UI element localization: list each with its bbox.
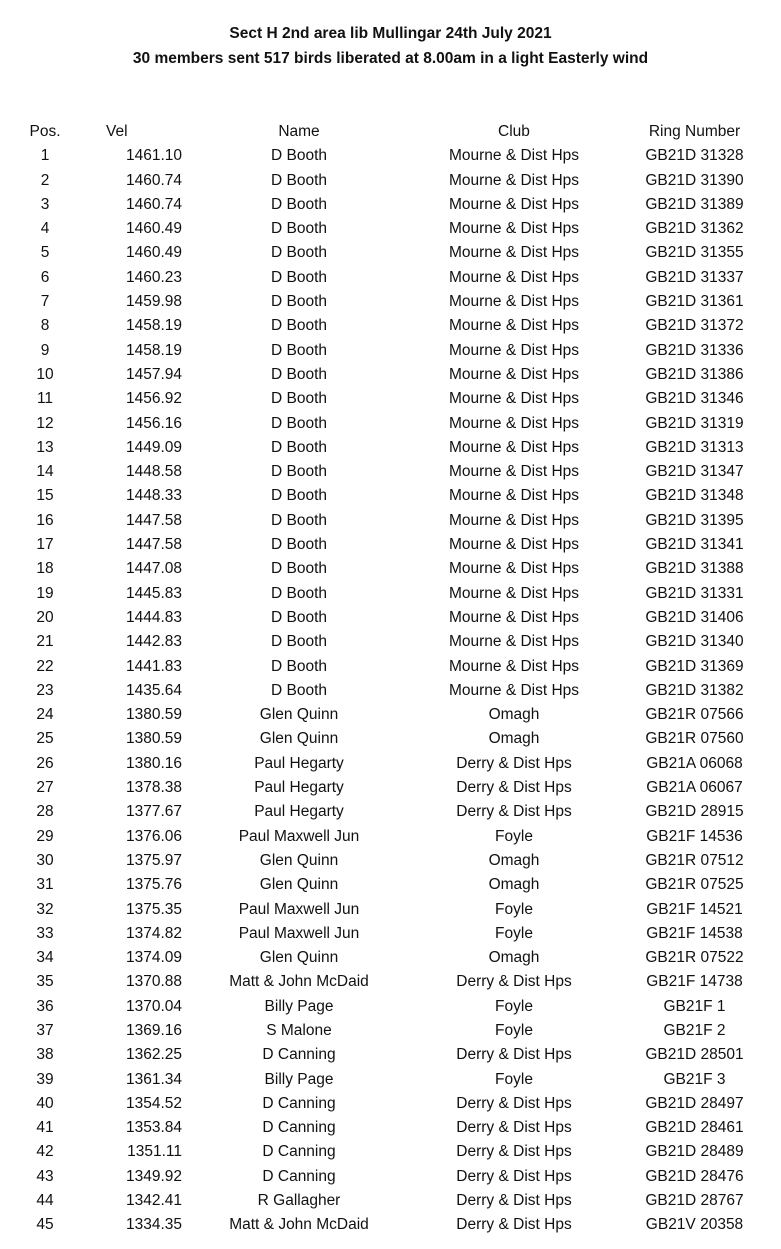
cell-name: Billy Page xyxy=(264,1070,334,1088)
cell-club: Foyle xyxy=(495,1021,533,1039)
cell-club: Mourne & Dist Hps xyxy=(448,633,580,651)
table-row xyxy=(0,241,781,265)
cell-club: Derry & Dist Hps xyxy=(456,754,572,772)
cell-vel: 1460.23 xyxy=(125,268,182,286)
cell-vel: 1458.19 xyxy=(125,341,182,359)
table-row xyxy=(0,849,781,873)
results-table xyxy=(0,120,781,1238)
cell-ring-number: GB21D 31340 xyxy=(645,633,744,651)
cell-club: Derry & Dist Hps xyxy=(456,1119,572,1137)
cell-name: D Booth xyxy=(270,293,327,311)
cell-club: Mourne & Dist Hps xyxy=(448,560,580,578)
table-row xyxy=(0,1189,781,1213)
cell-pos: 38 xyxy=(36,1046,54,1064)
table-row xyxy=(0,1092,781,1116)
cell-vel: 1448.58 xyxy=(125,463,182,481)
cell-name: Paul Maxwell Jun xyxy=(238,924,360,942)
cell-club: Mourne & Dist Hps xyxy=(448,268,580,286)
cell-pos: 4 xyxy=(40,220,50,238)
cell-pos: 45 xyxy=(36,1216,54,1234)
cell-vel: 1370.88 xyxy=(125,973,182,991)
cell-name: Glen Quinn xyxy=(259,706,339,724)
cell-pos: 36 xyxy=(36,997,54,1015)
column-header-pos: Pos. xyxy=(29,123,61,140)
cell-club: Mourne & Dist Hps xyxy=(448,171,580,189)
cell-vel: 1376.06 xyxy=(125,827,182,845)
cell-club: Derry & Dist Hps xyxy=(456,1046,572,1064)
cell-ring-number: GB21F 3 xyxy=(663,1070,726,1088)
cell-pos: 5 xyxy=(40,244,50,262)
cell-pos: 18 xyxy=(36,560,54,578)
cell-pos: 33 xyxy=(36,924,54,942)
cell-ring-number: GB21D 31361 xyxy=(645,293,744,311)
cell-pos: 2 xyxy=(40,171,50,189)
cell-ring-number: GB21D 31406 xyxy=(645,608,744,626)
cell-vel: 1459.98 xyxy=(125,293,182,311)
cell-pos: 11 xyxy=(36,390,54,408)
cell-club: Omagh xyxy=(488,730,540,748)
cell-pos: 19 xyxy=(36,584,54,602)
cell-pos: 1 xyxy=(40,147,50,165)
cell-pos: 16 xyxy=(36,511,54,529)
table-row xyxy=(0,533,781,557)
cell-club: Mourne & Dist Hps xyxy=(448,536,580,554)
cell-pos: 21 xyxy=(36,633,54,651)
cell-ring-number: GB21D 28497 xyxy=(645,1094,744,1112)
cell-pos: 3 xyxy=(40,195,50,213)
cell-ring-number: GB21F 14538 xyxy=(646,924,743,942)
cell-vel: 1448.33 xyxy=(125,487,182,505)
cell-pos: 42 xyxy=(36,1143,54,1161)
table-row xyxy=(0,484,781,508)
cell-club: Omagh xyxy=(488,706,540,724)
cell-club: Mourne & Dist Hps xyxy=(448,608,580,626)
cell-vel: 1334.35 xyxy=(125,1216,182,1234)
table-row xyxy=(0,946,781,970)
results-table-body xyxy=(0,144,781,1237)
cell-vel: 1377.67 xyxy=(125,803,182,821)
cell-ring-number: GB21R 07525 xyxy=(645,876,744,894)
cell-name: Matt & John McDaid xyxy=(229,973,369,991)
table-row xyxy=(0,314,781,338)
table-row xyxy=(0,1043,781,1067)
table-row xyxy=(0,1165,781,1189)
cell-vel: 1441.83 xyxy=(125,657,182,675)
cell-club: Omagh xyxy=(488,851,540,869)
cell-pos: 37 xyxy=(36,1021,54,1039)
cell-vel: 1375.97 xyxy=(125,851,182,869)
cell-ring-number: GB21D 31386 xyxy=(645,365,744,383)
cell-club: Mourne & Dist Hps xyxy=(448,147,580,165)
cell-vel: 1456.16 xyxy=(125,414,182,432)
cell-ring-number: GB21D 31388 xyxy=(645,560,744,578)
cell-name: D Booth xyxy=(270,244,327,262)
cell-ring-number: GB21F 14738 xyxy=(646,973,743,991)
table-row xyxy=(0,557,781,581)
table-row xyxy=(0,290,781,314)
cell-vel: 1361.34 xyxy=(125,1070,182,1088)
table-row xyxy=(0,776,781,800)
report-subtitle: 30 members sent 517 birds liberated at 8.00am in a light Easterly wind xyxy=(132,50,649,67)
cell-name: D Booth xyxy=(270,633,327,651)
table-row xyxy=(0,1140,781,1164)
table-row xyxy=(0,970,781,994)
cell-name: D Canning xyxy=(262,1167,336,1185)
cell-pos: 40 xyxy=(36,1094,54,1112)
cell-pos: 44 xyxy=(36,1192,54,1210)
table-row xyxy=(0,1068,781,1092)
table-row xyxy=(0,144,781,168)
cell-name: Paul Maxwell Jun xyxy=(238,827,360,845)
cell-ring-number: GB21D 31331 xyxy=(645,584,744,602)
cell-name: D Booth xyxy=(270,511,327,529)
cell-vel: 1375.35 xyxy=(125,900,182,918)
cell-name: Paul Hegarty xyxy=(254,803,344,821)
cell-pos: 10 xyxy=(36,365,54,383)
cell-vel: 1435.64 xyxy=(125,681,182,699)
table-row xyxy=(0,436,781,460)
column-header-club: Club xyxy=(498,123,530,140)
cell-name: D Booth xyxy=(270,657,327,675)
cell-ring-number: GB21D 31382 xyxy=(645,681,744,699)
cell-ring-number: GB21R 07512 xyxy=(645,851,744,869)
cell-club: Mourne & Dist Hps xyxy=(448,341,580,359)
cell-name: Billy Page xyxy=(264,997,334,1015)
cell-ring-number: GB21D 31319 xyxy=(645,414,744,432)
table-row xyxy=(0,1116,781,1140)
column-header-vel: Vel xyxy=(106,123,128,140)
cell-vel: 1351.11 xyxy=(127,1143,182,1161)
cell-club: Foyle xyxy=(495,827,533,845)
cell-pos: 13 xyxy=(36,438,54,456)
cell-pos: 31 xyxy=(36,876,54,894)
cell-club: Omagh xyxy=(488,876,540,894)
cell-pos: 6 xyxy=(40,268,50,286)
cell-vel: 1380.59 xyxy=(125,730,182,748)
cell-name: Glen Quinn xyxy=(259,730,339,748)
cell-pos: 22 xyxy=(36,657,54,675)
cell-name: D Booth xyxy=(270,390,327,408)
header-row xyxy=(0,120,781,144)
table-row xyxy=(0,703,781,727)
table-row xyxy=(0,339,781,363)
cell-club: Mourne & Dist Hps xyxy=(448,365,580,383)
cell-vel: 1457.94 xyxy=(125,365,182,383)
column-header-ring-number: Ring Number xyxy=(648,123,741,140)
cell-name: S Malone xyxy=(266,1021,332,1039)
cell-club: Mourne & Dist Hps xyxy=(448,244,580,262)
cell-vel: 1378.38 xyxy=(125,779,182,797)
cell-pos: 25 xyxy=(36,730,54,748)
cell-club: Mourne & Dist Hps xyxy=(448,414,580,432)
cell-club: Mourne & Dist Hps xyxy=(448,657,580,675)
table-row xyxy=(0,1213,781,1237)
cell-pos: 7 xyxy=(40,293,50,311)
cell-name: Matt & John McDaid xyxy=(229,1216,369,1234)
cell-pos: 43 xyxy=(36,1167,54,1185)
cell-club: Mourne & Dist Hps xyxy=(448,584,580,602)
cell-club: Mourne & Dist Hps xyxy=(448,511,580,529)
cell-name: Paul Hegarty xyxy=(254,779,344,797)
cell-ring-number: GB21D 31348 xyxy=(645,487,744,505)
cell-club: Derry & Dist Hps xyxy=(456,973,572,991)
cell-pos: 9 xyxy=(40,341,50,359)
cell-name: D Canning xyxy=(262,1143,336,1161)
cell-ring-number: GB21R 07522 xyxy=(645,949,744,967)
table-row xyxy=(0,752,781,776)
cell-club: Omagh xyxy=(488,949,540,967)
cell-name: Paul Maxwell Jun xyxy=(238,900,360,918)
cell-club: Derry & Dist Hps xyxy=(456,1167,572,1185)
table-row xyxy=(0,169,781,193)
cell-vel: 1460.49 xyxy=(125,244,182,262)
cell-name: D Booth xyxy=(270,463,327,481)
cell-club: Derry & Dist Hps xyxy=(456,1216,572,1234)
cell-name: D Canning xyxy=(262,1119,336,1137)
cell-name: D Booth xyxy=(270,365,327,383)
cell-pos: 32 xyxy=(36,900,54,918)
cell-club: Foyle xyxy=(495,1070,533,1088)
cell-ring-number: GB21D 31369 xyxy=(645,657,744,675)
cell-name: D Booth xyxy=(270,341,327,359)
cell-vel: 1362.25 xyxy=(125,1046,182,1064)
cell-name: D Booth xyxy=(270,317,327,335)
cell-name: Glen Quinn xyxy=(259,876,339,894)
cell-club: Foyle xyxy=(495,900,533,918)
cell-name: D Booth xyxy=(270,147,327,165)
cell-pos: 34 xyxy=(36,949,54,967)
cell-club: Mourne & Dist Hps xyxy=(448,681,580,699)
table-row xyxy=(0,460,781,484)
cell-ring-number: GB21D 31395 xyxy=(645,511,744,529)
cell-ring-number: GB21D 31355 xyxy=(645,244,744,262)
cell-name: Glen Quinn xyxy=(259,949,339,967)
cell-pos: 15 xyxy=(36,487,54,505)
table-row xyxy=(0,825,781,849)
table-row xyxy=(0,800,781,824)
cell-ring-number: GB21R 07566 xyxy=(645,706,744,724)
cell-ring-number: GB21D 28915 xyxy=(645,803,744,821)
cell-vel: 1456.92 xyxy=(125,390,182,408)
cell-vel: 1447.08 xyxy=(125,560,182,578)
cell-vel: 1342.41 xyxy=(125,1192,182,1210)
cell-club: Derry & Dist Hps xyxy=(456,779,572,797)
cell-name: D Booth xyxy=(270,414,327,432)
cell-pos: 20 xyxy=(36,608,54,626)
table-row xyxy=(0,387,781,411)
cell-ring-number: GB21F 1 xyxy=(663,997,726,1015)
cell-pos: 35 xyxy=(36,973,54,991)
cell-name: D Booth xyxy=(270,560,327,578)
cell-name: D Booth xyxy=(270,220,327,238)
table-row xyxy=(0,727,781,751)
cell-vel: 1354.52 xyxy=(125,1094,182,1112)
cell-vel: 1442.83 xyxy=(125,633,182,651)
cell-ring-number: GB21A 06067 xyxy=(646,779,743,797)
cell-vel: 1369.16 xyxy=(125,1021,182,1039)
cell-ring-number: GB21D 31372 xyxy=(645,317,744,335)
cell-pos: 26 xyxy=(36,754,54,772)
cell-vel: 1460.74 xyxy=(125,195,182,213)
cell-ring-number: GB21F 14536 xyxy=(646,827,743,845)
cell-club: Mourne & Dist Hps xyxy=(448,220,580,238)
cell-vel: 1374.82 xyxy=(125,924,182,942)
cell-ring-number: GB21D 31328 xyxy=(645,147,744,165)
cell-pos: 41 xyxy=(36,1119,54,1137)
table-row xyxy=(0,873,781,897)
cell-pos: 8 xyxy=(40,317,50,335)
cell-vel: 1458.19 xyxy=(125,317,182,335)
table-row xyxy=(0,606,781,630)
cell-vel: 1444.83 xyxy=(125,608,182,626)
cell-club: Mourne & Dist Hps xyxy=(448,487,580,505)
cell-club: Mourne & Dist Hps xyxy=(448,195,580,213)
table-row xyxy=(0,509,781,533)
cell-name: D Booth xyxy=(270,171,327,189)
table-row xyxy=(0,193,781,217)
cell-ring-number: GB21D 31389 xyxy=(645,195,744,213)
cell-club: Mourne & Dist Hps xyxy=(448,293,580,311)
cell-vel: 1461.10 xyxy=(125,147,182,165)
cell-ring-number: GB21A 06068 xyxy=(646,754,743,772)
table-row xyxy=(0,1019,781,1043)
table-row xyxy=(0,582,781,606)
cell-pos: 24 xyxy=(36,706,54,724)
cell-name: D Canning xyxy=(262,1046,336,1064)
cell-vel: 1380.59 xyxy=(125,706,182,724)
cell-ring-number: GB21D 31313 xyxy=(645,438,744,456)
cell-vel: 1460.74 xyxy=(125,171,182,189)
cell-ring-number: GB21R 07560 xyxy=(645,730,744,748)
cell-vel: 1380.16 xyxy=(125,754,182,772)
cell-pos: 39 xyxy=(36,1070,54,1088)
cell-club: Derry & Dist Hps xyxy=(456,1094,572,1112)
cell-pos: 23 xyxy=(36,681,54,699)
cell-ring-number: GB21V 20358 xyxy=(645,1216,744,1234)
cell-ring-number: GB21F 2 xyxy=(663,1021,726,1039)
cell-vel: 1447.58 xyxy=(125,511,182,529)
cell-ring-number: GB21D 31337 xyxy=(645,268,744,286)
cell-club: Derry & Dist Hps xyxy=(456,1143,572,1161)
cell-name: D Booth xyxy=(270,681,327,699)
cell-vel: 1370.04 xyxy=(125,997,182,1015)
column-header-name: Name xyxy=(278,123,320,140)
cell-vel: 1460.49 xyxy=(125,220,182,238)
cell-pos: 17 xyxy=(36,536,54,554)
cell-club: Mourne & Dist Hps xyxy=(448,438,580,456)
cell-name: D Booth xyxy=(270,195,327,213)
cell-name: D Booth xyxy=(270,584,327,602)
cell-ring-number: GB21D 31390 xyxy=(645,171,744,189)
cell-ring-number: GB21F 14521 xyxy=(646,900,743,918)
cell-club: Foyle xyxy=(495,997,533,1015)
cell-pos: 28 xyxy=(36,803,54,821)
cell-pos: 12 xyxy=(36,414,54,432)
cell-ring-number: GB21D 31341 xyxy=(645,536,744,554)
table-row xyxy=(0,679,781,703)
cell-vel: 1375.76 xyxy=(125,876,182,894)
cell-pos: 29 xyxy=(36,827,54,845)
cell-name: D Booth xyxy=(270,438,327,456)
report-title: Sect H 2nd area lib Mullingar 24th July 2021 xyxy=(229,25,552,42)
cell-name: D Booth xyxy=(270,608,327,626)
results-table-header xyxy=(0,120,781,144)
cell-name: Paul Hegarty xyxy=(254,754,344,772)
table-row xyxy=(0,898,781,922)
cell-vel: 1374.09 xyxy=(125,949,182,967)
table-row xyxy=(0,363,781,387)
cell-name: Glen Quinn xyxy=(259,851,339,869)
cell-club: Mourne & Dist Hps xyxy=(448,317,580,335)
cell-pos: 30 xyxy=(36,851,54,869)
cell-vel: 1349.92 xyxy=(125,1167,182,1185)
cell-club: Mourne & Dist Hps xyxy=(448,390,580,408)
table-row xyxy=(0,655,781,679)
cell-name: D Booth xyxy=(270,536,327,554)
cell-vel: 1449.09 xyxy=(125,438,182,456)
cell-ring-number: GB21D 31346 xyxy=(645,390,744,408)
table-row xyxy=(0,266,781,290)
cell-name: D Booth xyxy=(270,487,327,505)
cell-pos: 14 xyxy=(36,463,54,481)
cell-ring-number: GB21D 28501 xyxy=(645,1046,744,1064)
cell-ring-number: GB21D 31362 xyxy=(645,220,744,238)
table-row xyxy=(0,217,781,241)
cell-club: Derry & Dist Hps xyxy=(456,1192,572,1210)
cell-ring-number: GB21D 28476 xyxy=(645,1167,744,1185)
cell-ring-number: GB21D 28461 xyxy=(645,1119,744,1137)
cell-name: D Canning xyxy=(262,1094,336,1112)
cell-vel: 1445.83 xyxy=(125,584,182,602)
table-row xyxy=(0,995,781,1019)
cell-club: Derry & Dist Hps xyxy=(456,803,572,821)
cell-ring-number: GB21D 28767 xyxy=(645,1192,744,1210)
table-row xyxy=(0,922,781,946)
cell-vel: 1447.58 xyxy=(125,536,182,554)
table-row xyxy=(0,412,781,436)
cell-pos: 27 xyxy=(36,779,54,797)
cell-name: D Booth xyxy=(270,268,327,286)
cell-ring-number: GB21D 31347 xyxy=(645,463,744,481)
cell-ring-number: GB21D 28489 xyxy=(645,1143,744,1161)
cell-club: Mourne & Dist Hps xyxy=(448,463,580,481)
cell-club: Foyle xyxy=(495,924,533,942)
cell-name: R Gallagher xyxy=(257,1192,341,1210)
table-row xyxy=(0,630,781,654)
cell-ring-number: GB21D 31336 xyxy=(645,341,744,359)
cell-vel: 1353.84 xyxy=(125,1119,182,1137)
